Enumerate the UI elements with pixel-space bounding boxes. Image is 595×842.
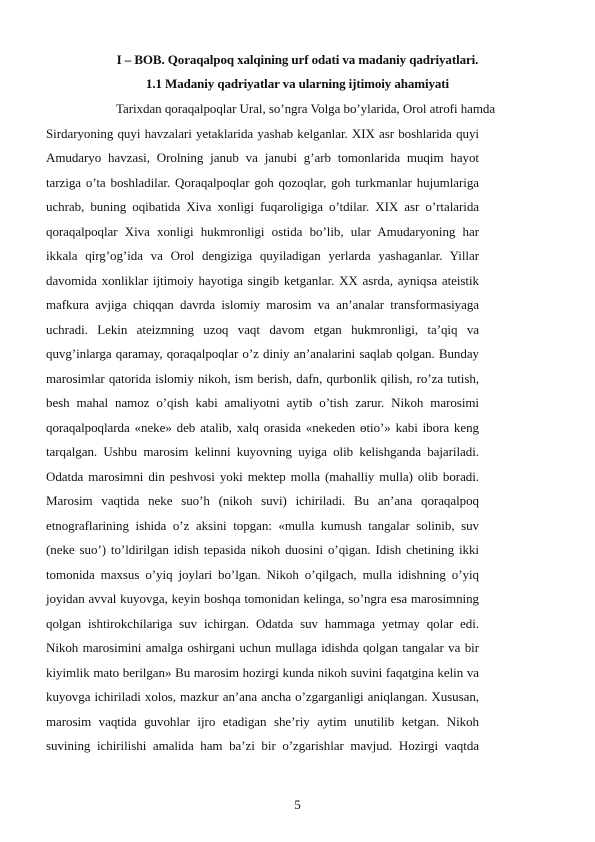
text-line: uchradi. Lekin ateizmning uzoq vaqt davom etgan hukmronligi, ta’qiq va (46, 321, 479, 337)
text-line: kiyimlik mato berilgan» Bu marosim hozirgi kunda nikoh suvini faqatgina kelin va (46, 664, 479, 680)
text-line: qoraqalpoqlarda «neke» deb atalib, xalq orasida «nekeden ɵtio’» kabi ibora keng (46, 419, 479, 435)
text-line: qoraqalpoqlar Xiva xonligi hukmronligi ostida bo’lib, ular Amudaryoning har (46, 223, 479, 239)
text-line: Tarixdan qoraqalpoqlar Ural, so’ngra Volga bo’ylarida, Orol atrofi hamda (116, 101, 496, 116)
text-line: tarziga o’ta boshladilar. Qoraqalpoqlar goh qozoqlar, goh turkmanlar hujumlariga (46, 174, 479, 190)
text-line: Amudaryo havzasi, Orolning janub va janubi g’arb tomonlarida muqim hayot (46, 150, 479, 165)
text-line: marosim vaqtida guvohlar ijro etadigan she’riy aytim unutilib ketgan. Nikoh (46, 713, 479, 729)
text-line: ikkala qirg’og’ida va Orol dengiziga quyiladigan yerlarda yashaganlar. Yillar (46, 248, 479, 263)
text-line: mafkura avjiga chiqqan davrda islomiy marosim va an’analar transformasiyaga (46, 297, 479, 312)
text-line: uchrab, buning oqibatida Xiva xonligi fuqaroligiga o’tdilar. XIX asr o’rtalarida (46, 199, 479, 214)
text-line: Sirdaryoning quyi havzalari yetaklarida yashab kelganlar. XIX asr boshlarida quyi (46, 125, 479, 141)
chapter-title: I – BOB. Qoraqalpoq xalqining urf odati va madaniy qadriyatlari. (116, 52, 479, 67)
text-line: joyidan avval kuyovga, keyin boshqa tomonidan kelinga, so’ngra esa marosimning (46, 591, 479, 606)
body-paragraph (46, 97, 496, 759)
section-title: 1.1 Madaniy qadriyatlar va ularning ijtimoiy ahamiyati (145, 76, 450, 91)
text-line: besh mahal namoz o’qish kabi amaliyotni aytib o’tish zarur. Nikoh marosimi (46, 395, 479, 410)
text-line: kuyovga ichiriladi xolos, mazkur an’ana ancha o’zgarganligi aniqlangan. Xususan, (46, 689, 479, 704)
text-line: quvg’inlarga qaramay, qoraqalpoqlar o’z diniy an’analarini saqlab qolgan. Bunday (46, 346, 479, 361)
text-line: tomonida maxsus o’yiq joylari bo’lgan. Nikoh o’qilgach, mulla idishning o’yiq (46, 566, 479, 582)
text-line: (neke suo’) to’ldirilgan idish tepasida nikoh duosini o’qigan. Idish chetining ikki (46, 542, 479, 557)
text-line: tarqalgan. Ushbu marosim kelinni kuyovning uyiga olib kelishganda bajariladi. (46, 444, 479, 459)
text-line: qolgan ishtirokchilariga suv ichirgan. Odatda suv hammaga yetmay qolar edi. (46, 615, 479, 631)
text-line: Nikoh marosimini amalga oshirgani uchun mullaga idishda qolgan tangalar va bir (46, 640, 479, 655)
page-number: 5 (294, 797, 301, 812)
text-line: etnograflarining ishida o’z aksini topgan: «mulla kumush tangalar solinib, suv (46, 517, 479, 533)
text-line: Odatda marosimni din peshvosi yoki mektep molla (mahalliy mulla) olib boradi. (46, 468, 479, 484)
text-line: marosimlar qatorida islomiy nikoh, ism berish, dafn, qurbonlik qilish, ro’za tutish, (46, 370, 479, 386)
text-line: suvining ichirilishi amalida ham ba’zi bir o’zgarishlar mavjud. Hozirgi vaqtda (46, 738, 479, 753)
text-line: Marosim vaqtida neke suo’h (nikoh suvi) ichiriladi. Bu an’ana qoraqalpoq (46, 493, 479, 508)
text-line: davomida xonliklar ijtimoiy hayotiga singib ketganlar. XX asrda, ayniqsa ateistik (46, 272, 479, 288)
